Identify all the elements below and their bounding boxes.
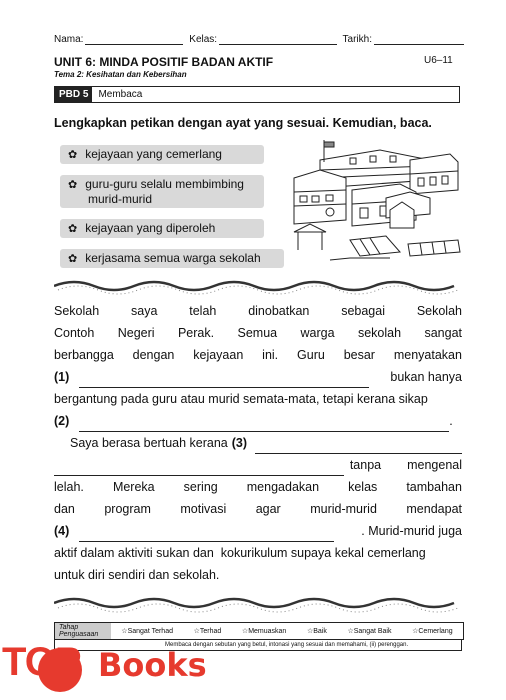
answer-blank-1[interactable] [79, 373, 369, 388]
flower-icon: ✿ [68, 179, 78, 191]
unit-title: UNIT 6: MINDA POSITIF BADAN AKTIF [54, 55, 274, 69]
mastery-levels [111, 627, 463, 635]
word: Negeri [117, 326, 155, 340]
level-5[interactable]: ☆Sangat Baik [347, 628, 392, 635]
blank-number-4: (4) [54, 524, 70, 538]
instruction: Lengkapkan petikan dengan ayat yang sesuai. Kemudian, baca. [54, 116, 432, 130]
logo-text-books: Books [98, 646, 207, 684]
word: telah [189, 304, 217, 318]
answer-blank-2[interactable] [79, 417, 449, 432]
blank-number-1: (1) [54, 370, 70, 384]
word: mengadakan [246, 480, 320, 494]
word: sebagai [341, 304, 385, 318]
passage-line: bergantung pada guru atau murid semata-mata, tetapi kerana sikap [54, 392, 428, 406]
word: menyatakan [393, 348, 462, 362]
mastery-level-bar [54, 622, 464, 640]
class-field[interactable] [219, 34, 336, 45]
passage-line [54, 498, 462, 520]
passage-line [54, 476, 462, 498]
word: sekolah [357, 326, 402, 340]
star-icon: ☆ [121, 628, 128, 635]
student-info-row [54, 34, 464, 45]
option-text: kerjasama semua warga sekolah [85, 251, 261, 265]
word: Semua [237, 326, 278, 340]
word: Mereka [112, 480, 155, 494]
pbd-tag: PBD 5 [55, 87, 92, 102]
flower-icon: ✿ [68, 149, 78, 161]
passage-line [54, 366, 462, 388]
answer-blank-4[interactable] [79, 527, 334, 542]
word: program [104, 502, 151, 516]
option-2 [60, 175, 264, 208]
class-label: Kelas: [189, 34, 218, 45]
option-text: kejayaan yang diperoleh [85, 221, 216, 235]
star-icon: ☆ [193, 628, 200, 635]
word: besar [343, 348, 375, 362]
logo-text-top: TOP [2, 640, 81, 684]
name-label: Nama: [54, 34, 84, 45]
star-icon: ☆ [306, 628, 314, 635]
word: kelas [348, 480, 378, 494]
passage-line [54, 300, 462, 322]
word: Guru [297, 348, 325, 362]
passage-line: aktif dalam aktiviti sukan dan kokurikulum supaya kekal cemerlang [54, 546, 426, 560]
star-icon: ☆ [347, 628, 354, 635]
word: sering [183, 480, 218, 494]
level-4[interactable]: ☆Baik [306, 628, 327, 635]
level-3[interactable]: ☆Memuaskan [241, 628, 287, 635]
wavy-divider-top [54, 276, 464, 296]
star-icon: ☆ [241, 628, 249, 635]
option-text: guru-guru selalu membimbing [85, 177, 244, 191]
word: mengenal [407, 458, 462, 472]
word: Contoh [54, 326, 95, 340]
theme-label: Tema 2: Kesihatan dan Kebersihan [54, 70, 187, 79]
level-6[interactable]: ☆Cemerlang [412, 628, 453, 635]
word: dan [54, 502, 75, 516]
pbd-box [54, 86, 460, 103]
tp-label: Penguasaan [59, 631, 99, 638]
passage-text: bukan hanya [390, 370, 462, 384]
passage [54, 300, 462, 586]
word: saya [131, 304, 158, 318]
school-illustration [290, 140, 462, 268]
level-2[interactable]: ☆Terhad [193, 628, 222, 635]
page-code: U6–11 [424, 55, 453, 66]
option-4 [60, 249, 284, 268]
word: tambahan [406, 480, 462, 494]
word: tanpa [349, 458, 382, 472]
word: agar [255, 502, 281, 516]
word: berbangga [54, 348, 114, 362]
word: murid-murid [310, 502, 377, 516]
option-1 [60, 145, 264, 164]
mastery-level-label [55, 623, 111, 639]
flower-icon: ✿ [68, 253, 78, 265]
flower-icon: ✿ [68, 223, 78, 235]
passage-line [54, 432, 462, 454]
star-icon: ☆ [412, 628, 419, 635]
pbd-label: Membaca [98, 89, 143, 100]
word: ini. [262, 348, 279, 362]
name-field[interactable] [85, 34, 183, 45]
word: lelah. [54, 480, 84, 494]
word: motivasi [180, 502, 227, 516]
tp-label: Tahap [59, 624, 79, 631]
answer-blank-3b[interactable] [54, 461, 344, 476]
passage-line [54, 410, 462, 432]
answer-blank-3a[interactable] [255, 439, 462, 454]
passage-line [54, 520, 462, 542]
word: dinobatkan [248, 304, 310, 318]
word: kejayaan [193, 348, 244, 362]
topbooks-logo-books [98, 646, 207, 684]
passage-line: untuk diri sendiri dan sekolah. [54, 568, 220, 582]
period: . [449, 414, 453, 428]
passage-line [54, 344, 462, 366]
word: Sekolah [54, 304, 100, 318]
word: Perak. [177, 326, 215, 340]
word: sangat [424, 326, 462, 340]
passage-line [54, 322, 462, 344]
word: dengan [132, 348, 175, 362]
level-1[interactable]: ☆Sangat Terhad [121, 628, 173, 635]
blank-number-2: (2) [54, 414, 70, 428]
option-text: kejayaan yang cemerlang [85, 147, 222, 161]
passage-text: Saya berasa bertuah kerana [70, 436, 228, 450]
topbooks-logo-top [2, 640, 81, 685]
date-label: Tarikh: [342, 34, 372, 45]
word: mendapat [406, 502, 462, 516]
passage-text: . Murid-murid juga [361, 524, 462, 538]
option-text: murid-murid [88, 192, 153, 206]
footer-note-text: Membaca dengan sebutan yang betul, intonasi yang sesuai dan memahami, (ii) perenggan. [165, 642, 409, 648]
word: Sekolah [416, 304, 462, 318]
wavy-divider-bottom [54, 592, 464, 614]
passage-line [54, 454, 462, 476]
option-3 [60, 219, 264, 238]
blank-number-3: (3) [231, 436, 248, 450]
date-field[interactable] [374, 34, 464, 45]
word: warga [300, 326, 335, 340]
